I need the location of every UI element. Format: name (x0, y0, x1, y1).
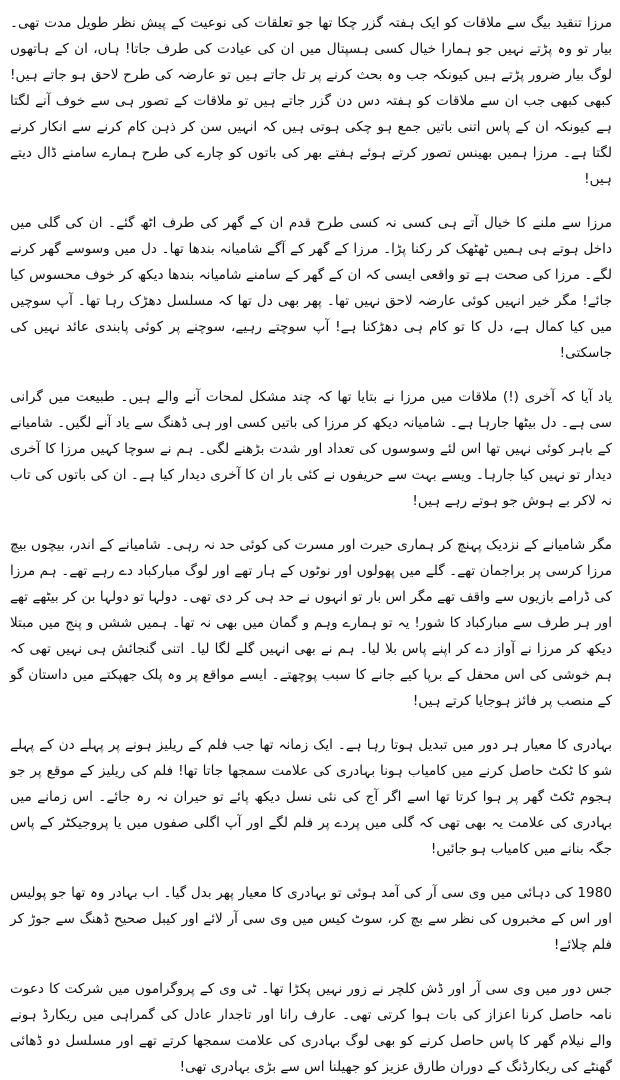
paragraph-1: مرزا تنقید بیگ سے ملاقات کو ایک ہفتہ گزر چکا تھا جو تعلقات کی نوعیت کے پیش نظر طویل مدت تھی۔ بیار تو وہ پڑتے نہیں جو ہمارا خیال کسی ہسپتال میں ان کی عیادت کی طرف جاتا! ہاں، ان کے ہاتھوں لوگ بیار ضرور پڑتے ہیں کیونکہ جب وہ بحث کرنے پر تل جاتے ہیں تو عارضہ کی طرح لاحق ہو جاتے ہیں! کبھی کبھی جب ان سے ملاقات کو ہفتہ دس دن گزر جاتے ہیں تو ملاقات کے تصور ہی سے خوف آنے لگتا ہے کیونکہ ان کے پاس اتنی باتیں جمع ہو چکی ہوتی ہیں کہ انہیں سن کر ذہن کام کرنے سے انکار کرنے لگتا ہے۔ مرزا ہمیں بھینس تصور کرتے ہوئے ہفتے بھر کی باتوں کو چارے کی طرح ہمارے سامنے ڈال دیتے ہیں! (10, 15, 612, 187)
paragraph-3: یاد آیا کہ آخری (!) ملاقات میں مرزا نے بتایا تھا کہ چند مشکل لمحات آنے والے ہیں۔ طبیعت میں گرانی سی ہے۔ دل بیٹھا جارہا ہے۔ شامیانہ دیکھ کر مرزا کی باتیں کسی اور ہی ڈھنگ سے یاد آنے لگیں۔ شامیانے کے باہر کوئی نہیں تھا اس لئے وسوسوں کی تعداد اور شدت بڑھنے لگی۔ ہم نے سوچا کہیں مرزا کا آخری دیدار تو نہیں کیا جارہا۔ ویسے بہت سے حریفوں نے کئی بار ان کا آخری دیدار کیا ہے۔ ان کی باتوں کی تاب نہ لاکر بے ہوش جو ہوتے رہے ہیں! (10, 389, 612, 509)
paragraph-7: جس دور میں وی سی آر اور ڈش کلچر نے زور نہیں پکڑا تھا۔ ٹی وی کے پروگراموں میں شرکت کا دعوت نامہ حاصل کرنا اعزاز کی بات ہوا کرتی تھی۔ عارف رانا اور تاجدار عادل کی گمراہی میں ریکارڈ ہونے والے نیلام گھر کا پاس حاصل کرنے کو بھی لوگ بہادری کی علامت سمجھا کرتے تھے اور مسلسل دو ڈھائی گھنٹے کی ریکارڈنگ کے دوران طارق عزیز کو جھیلنا اس سے بڑی بہادری تھی! (10, 981, 612, 1075)
paragraph-6: 1980 کی دہائی میں وی سی آر کی آمد ہوئی تو بہادری کا معیار پھر بدل گیا۔ اب بہادر وہ تھا جو پولیس اور اس کے مخبروں کی نظر سے بچ کر، سوٹ کیس میں وی سی آر لائے اور کیبل صحیح ڈھنگ سے جوڑ کر فلم چلائے! (10, 885, 612, 953)
paragraph-5: بہادری کا معیار ہر دور میں تبدیل ہوتا رہا ہے۔ ایک زمانہ تھا جب فلم کے ریلیز ہونے پر پہلے دن کے پہلے شو کا ٹکٹ حاصل کرنے میں کامیاب ہونا بہادری کی علامت سمجھا جاتا تھا! فلم کی ریلیز کے موقع پر جو ہجوم ٹکٹ گھر پر ہوا کرتا تھا اسے اگر آج کی نئی نسل دیکھ پائے تو حیران نہ رہ جائے۔ اس زمانے میں بہادری کی علامت یہ بھی تھی کہ گلی میں پردے پر فلم لگے اور آپ اگلی صفوں میں یا پروجیکٹر کے پاس جگہ بنانے میں کامیاب ہو جائیں! (10, 737, 612, 857)
paragraph-4: مگر شامیانے کے نزدیک پہنچ کر ہماری حیرت اور مسرت کی کوئی حد نہ رہی۔ شامیانے کے اندر، بیچوں بیچ مرزا کرسی پر براجمان تھے۔ گلے میں پھولوں اور نوٹوں کے ہار تھے اور لوگ مبارکباد دے رہے تھے۔ ہم مرزا کی ڈرامے بازیوں سے واقف تھے مگر اس بار تو انہوں نے حد ہی کر دی تھی۔ دولہا تو دولہا بن کر بیٹھے تھے اور ہر طرف سے مبارکباد کا شور! یہ تو ہمارے وہم و گمان میں بھی نہ تھا۔ ہمیں ششں و پنج میں مبتلا دیکھ کر مرزا نے آواز دے کر اپنے پاس بلا لیا۔ ہم نے بھی انہیں گلے لگا لیا۔ اتنی گنجائش ہی نہیں تھی کہ ہم خوشی کی اس محفل کے برپا کیے جانے کا سبب پوچھتے۔ ایسے مواقع پر وہ پلک جھپکتے میں داستان گو کے منصب پر فائز ہوجایا کرتے ہیں! (10, 537, 612, 709)
paragraph-2: مرزا سے ملنے کا خیال آتے ہی کسی نہ کسی طرح قدم ان کے گھر کی طرف اٹھ گئے۔ ان کی گلی میں داخل ہوتے ہی ہمیں ٹھٹھک کر رکنا پڑا۔ مرزا کے گھر کے آگے شامیانہ بندھا تھا۔ دل میں وسوسے گھر کرنے لگے۔ مرزا کی صحت ہے تو واقعی ایسی کہ ان کے گھر کے سامنے شامیانہ بندھا دیکھ کر خوف محسوس کیا جائے! مگر خیر انہیں کوئی عارضہ لاحق نہیں تھا۔ پھر بھی دل تھا کہ مسلسل دھڑک رہا تھا۔ آپ سوچیں میں کیا کمال ہے، دل کا تو کام ہی دھڑکنا ہے! آپ سوچتے رہیے، سوچنے پر کوئی پابندی عائد نہیں کی جاسکتی! (10, 215, 612, 361)
